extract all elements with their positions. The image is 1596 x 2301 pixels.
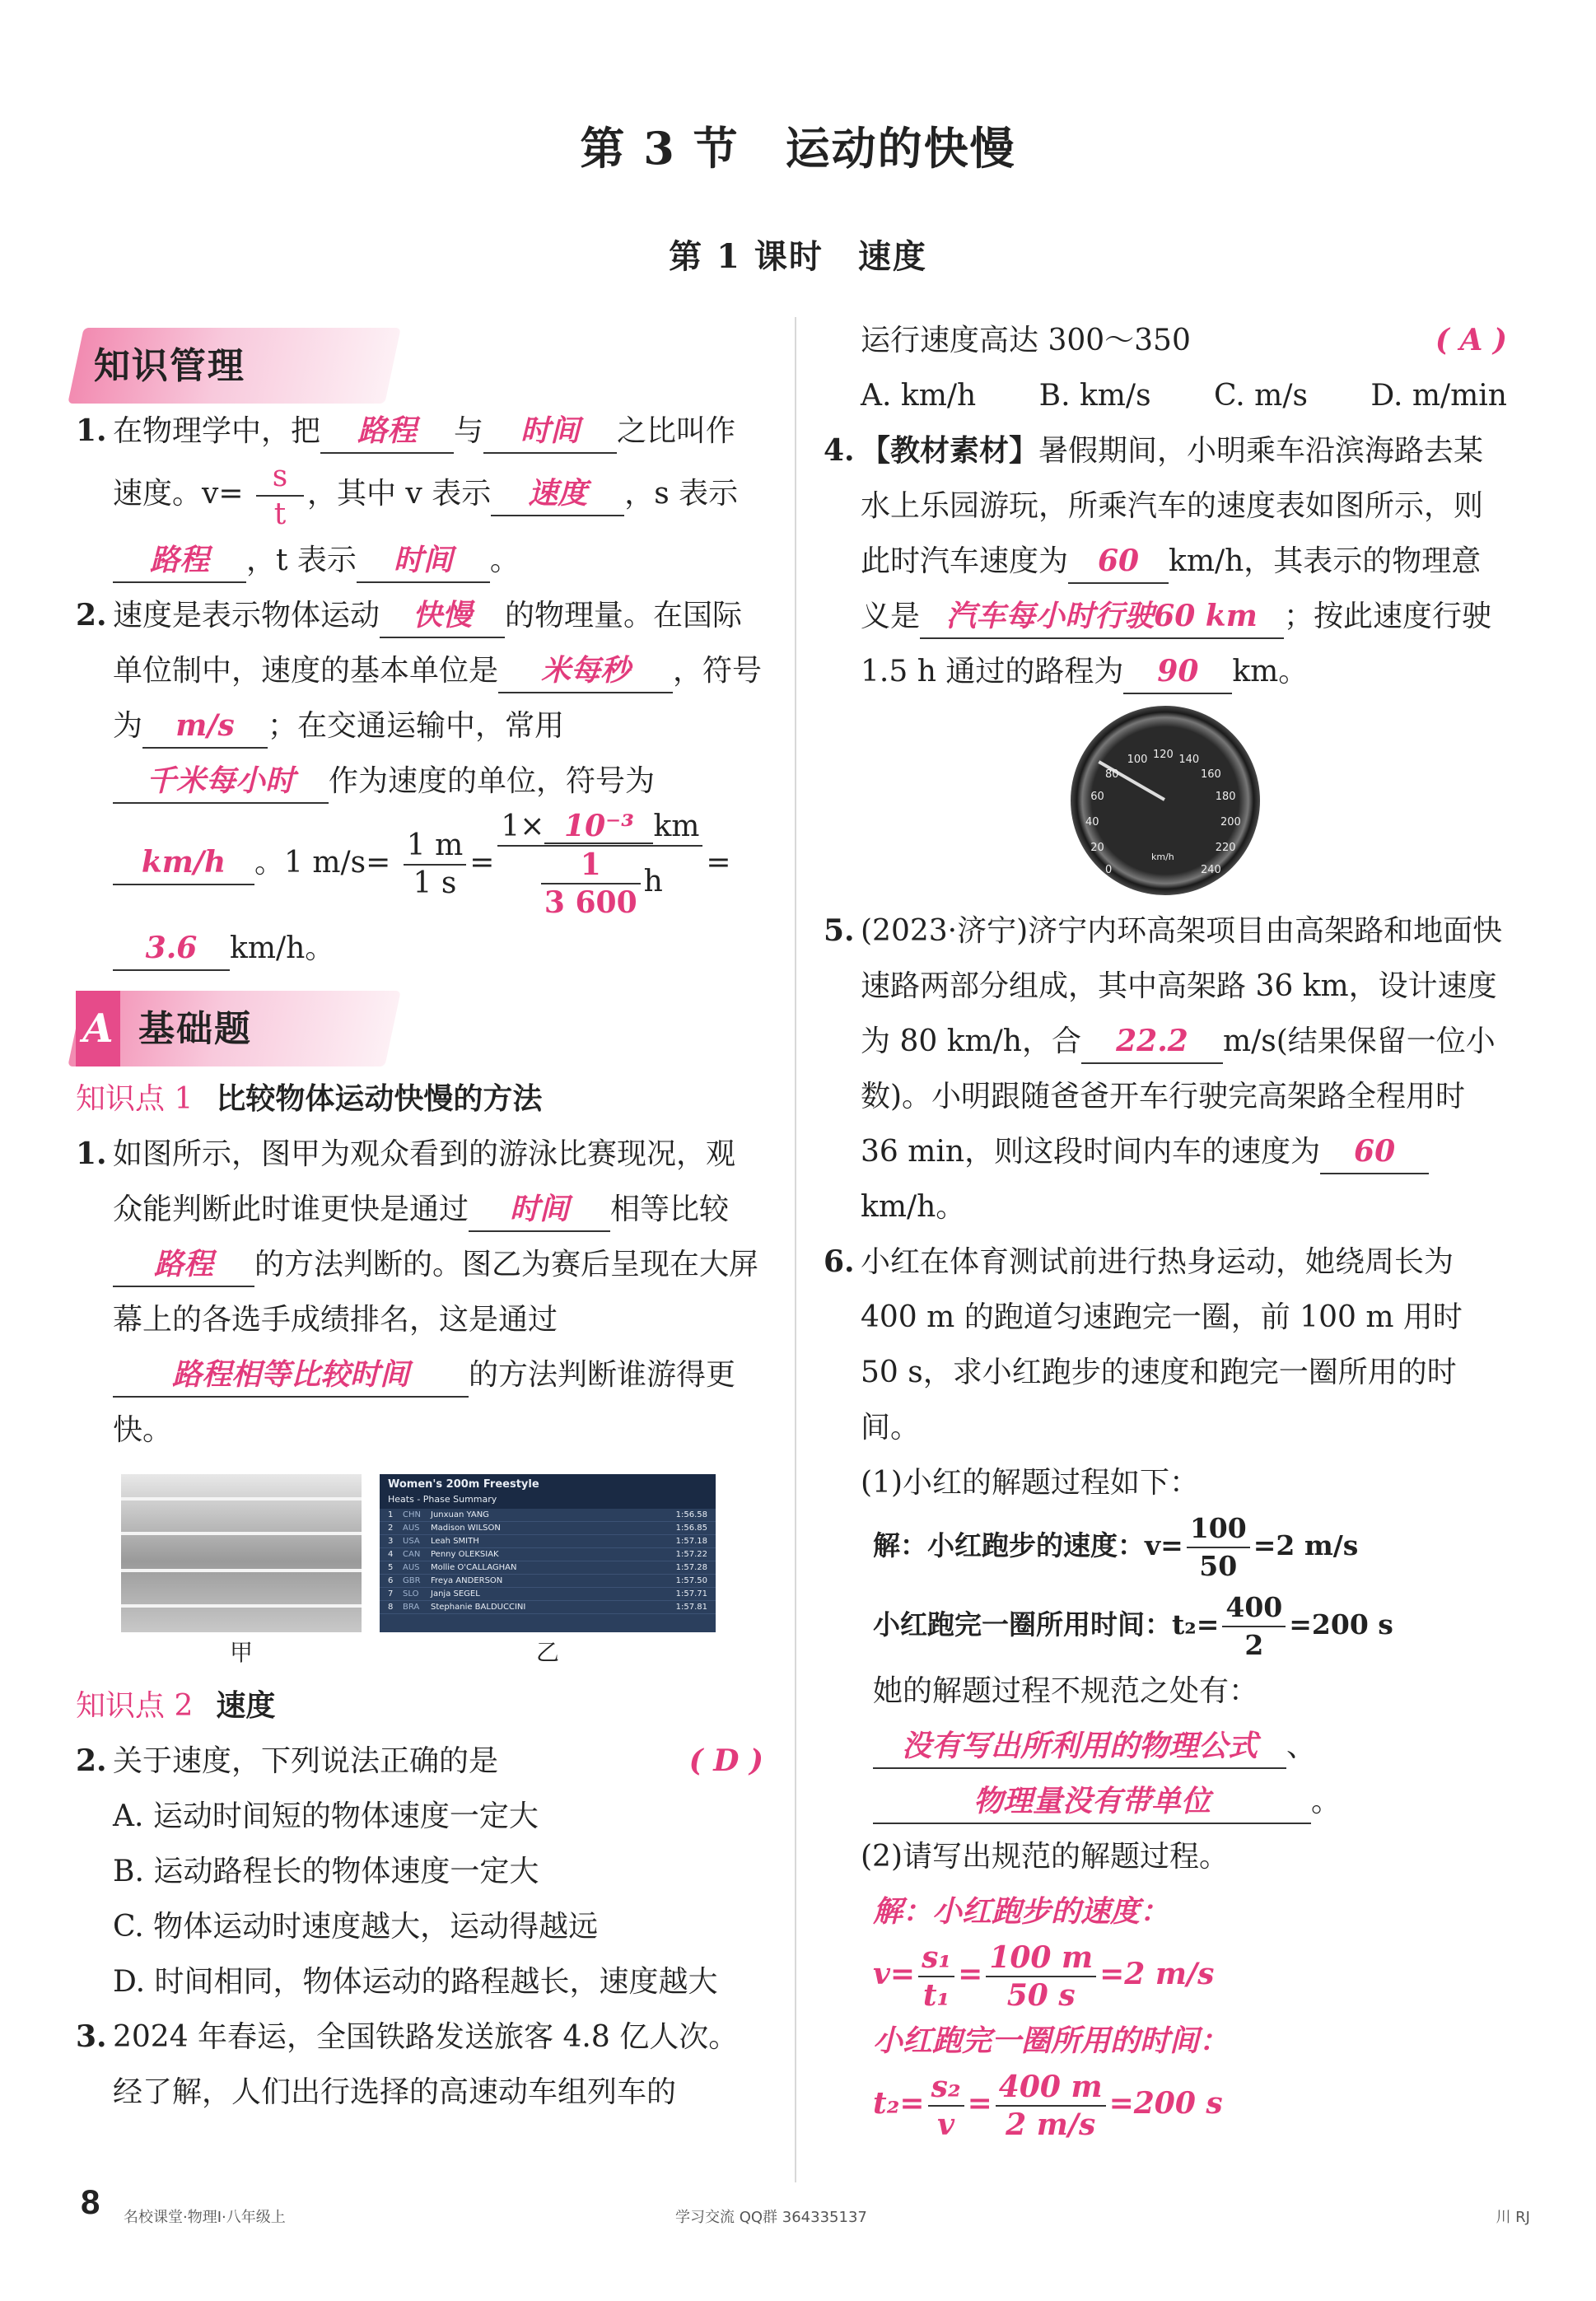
scoreboard-row: 7 SLO Janja SEGEL 1:57.71	[380, 1588, 716, 1601]
options-row: A. km/h B. km/s C. m/s D. m/min	[861, 379, 1507, 413]
knowledge-point-2: 知识点 2 速度	[76, 1688, 276, 1723]
question-a4: 4. 【教材素材】暑假期间，小明乘车沿滨海路去某水上乐园游玩，所乘汽车的速度表如图所示，则此时汽车速度为 60 km/h，其表示的物理意义是 汽车每小时行驶60 km ；按此速度行驶 1.5 h 通过的路程为 90 km。	[824, 423, 1507, 699]
student-solution-1: 解：小红跑步的速度：v= $\frac{100}{50}$ =2 m/s	[873, 1512, 1359, 1582]
scoreboard-row: 2 AUS Madison WILSON 1:56.85	[380, 1522, 716, 1535]
scoreboard-row: 3 USA Leah SMITH 1:57.18	[380, 1535, 716, 1548]
page-title: 第 3 节 运动的快慢	[580, 122, 1016, 175]
error-analysis: 她的解题过程不规范之处有：没有写出所利用的物理公式 、物理量没有带单位 。	[824, 1664, 1507, 1829]
answer-blank: 时间	[357, 539, 490, 583]
lesson-title: 第 1 课时 速度	[669, 237, 927, 276]
student-solution-2: 小红跑完一圈所用时间：t₂= $\frac{400}{2}$ =200 s	[873, 1591, 1393, 1661]
answer-blank: 速度	[491, 472, 624, 516]
fraction: $\frac{1 m}{1 s}$	[404, 828, 466, 902]
answer-blank: km/h	[113, 841, 254, 885]
book-name: 名校课堂·物理Ⅰ·八年级上	[124, 2209, 286, 2226]
scoreboard-row: 4 CAN Penny OLEKSIAK 1:57.22	[380, 1548, 716, 1561]
scoreboard-row: 8 BRA Stephanie BALDUCCINI 1:57.81	[380, 1601, 716, 1614]
answer-blank: 22.2	[1081, 1020, 1223, 1064]
speedometer-tick: 200	[1220, 816, 1241, 828]
question-a3-cont: 运行速度高达 300～350 ( A )	[824, 313, 1507, 368]
speedometer-image	[1071, 706, 1260, 895]
answer-blank: 时间	[469, 1188, 610, 1232]
choice-answer: ( D )	[688, 1743, 763, 1778]
scoreboard-row: 6 GBR Freya ANDERSON 1:57.50	[380, 1575, 716, 1588]
answer-blank: 汽车每小时行驶60 km	[920, 595, 1284, 639]
speedometer-tick: 160	[1200, 768, 1221, 782]
question-k2: 2. 速度是表示物体运动 快慢 的物理量。在国际单位制中，速度的基本单位是 米每秒 ，符号为 m/s ；在交通运输中，常用千米每小时 作为速度的单位，符号为 km/h 。1 m/s= $\frac{1 m}{1 s}$ = 1× 10⁻³ km $\frac{1}{3 600}$ h = 3.6 km/h。	[76, 588, 763, 976]
column-divider	[795, 317, 796, 2182]
fraction: $\frac{s}{t}$	[256, 459, 304, 533]
answer-blank: 路程	[320, 409, 454, 454]
knowledge-point-1: 知识点 1 比较物体运动快慢的方法	[76, 1081, 543, 1116]
answer-blank: 路程相等比较时间	[113, 1353, 469, 1398]
page-number: 8	[81, 2182, 100, 2221]
answer-blank: 路程	[113, 1243, 254, 1287]
page-footer	[0, 2182, 1596, 2232]
answer-blank: 60	[1320, 1130, 1429, 1174]
answer-blank: 60	[1068, 539, 1169, 584]
answer-blank: 3.6	[113, 926, 230, 971]
banner-text: 知识管理	[94, 344, 245, 387]
solution-formula-1: v= $\frac{\text{s₁}}{\text{t₁}}$ = $\frac{100 m}{50 s}$ =2 m/s	[873, 1940, 1215, 2013]
figure-row	[121, 1474, 763, 1673]
swimming-pool-image	[121, 1474, 362, 1632]
speedometer-tick: 240	[1200, 863, 1221, 876]
question-a3: 3. 2024 年春运，全国铁路发送旅客 4.8 亿人次。经了解，人们出行选择的高速动车组列车的	[76, 2019, 739, 2109]
banner-mark: A	[76, 991, 120, 1066]
question-a1: 1. 如图所示，图甲为观众看到的游泳比赛现况，观众能判断此时谁更快是通过 时间 相等比较路程 的方法判断的。图乙为赛后呈现在大屏幕上的各选手成绩排名，这是通过路程相等比较时间 的方法判断谁游得更快。	[76, 1136, 759, 1447]
answer-blank: 快慢	[380, 594, 505, 638]
right-column: 运行速度高达 300～350 ( A ) A. km/h B. km/s C. m/s D. m/min 4. 【教材素材】暑假期间，小明乘车沿滨海路去某水上乐园游玩，所乘汽车的速度表如图所示，则此时汽车速度为 60 km/h，其表示的物理意义是 汽车每小时行驶60 km ；按此速度行驶 1.5 h 通过的路程为 90 km。 km/h 0 20 40 60 80 100 120 140 160 180 200 220 240 5. (2023·济宁)济宁内环高架项目由高架路和地面快速路两部分组成，其中高架路 36 km，设计速度为 80 km/h，合 22.2 m/s(结果保留一位小数)。小明跟随爸爸开车行驶完高架路全程用时 36 min，则这段时间内车的速度为 60km/h。 6. 小红在体育测试前进行热身运动，她绕周长为 400 m 的跑道匀速跑完一圈，前 100 m 用时 50 s，求小红跑步的速度和跑完一圈所用的时间。 (1)小红的解题过程如下： 解：小红跑步的速度：v= $\frac{100}{50}$ =2 m/s 小红跑完一圈所用时间：t₂= $\frac{400}{2}$ =200 s 她的解题过程不规范之处有：没有写出所利用的物理公式 、物理量没有带单位 。 (2)请写出规范的解题过程。 解：小红跑步的速度： v= $\frac{\text{s₁}}{\text{t₁}}$ = $\frac{100 m}{50 s}$ =2 m/s 小红跑完一圈所用的时间： t₂= $\frac{\text{s₂}}{v}$ = $\frac{400 m}{2 m/s}$ =200 s	[824, 313, 1507, 2143]
speedometer-tick: 140	[1178, 754, 1200, 767]
question-a5: 5. (2023·济宁)济宁内环高架项目由高架路和地面快速路两部分组成，其中高架路 36 km，设计速度为 80 km/h，合 22.2 m/s(结果保留一位小数)。小明跟随爸爸开车行驶完高架路全程用时 36 min，则这段时间内车的速度为 60km/h。	[824, 913, 1503, 1224]
fraction: 1× 10⁻³ km $\frac{1}{3 600}$ h	[497, 809, 702, 921]
figure-yi: Women's 200m Freestyle Heats - Phase Summary 1 CHN Junxuan YANG 1:56.58 2 AUS Madison WILSON 1:56.85 3 USA Leah SMITH 1:57.18 4 CAN Penny OLEKSIAK 1:57.22 5 AUS Mollie O'CALLAGHAN 1:57.28 6 GBR Freya ANDERSON 1:57.50 7 SLO Janja SEGEL 1:57.71 8 BRA Stephanie BALDUCCINI 1:57.81 乙	[380, 1474, 716, 1673]
basic-banner: A 基础题	[68, 991, 401, 1066]
solution-line: 小红跑完一圈所用的时间：	[873, 2023, 1230, 2058]
scoreboard-image: Women's 200m Freestyle Heats - Phase Summary 1 CHN Junxuan YANG 1:56.58 2 AUS Madison WILSON 1:56.85 3 USA Leah SMITH 1:57.18 4 CAN Penny OLEKSIAK 1:57.22 5 AUS Mollie O'CALLAGHAN 1:57.28 6 GBR Freya ANDERSON 1:57.50 7 SLO Janja SEGEL 1:57.71 8 BRA Stephanie BALDUCCINI 1:57.81	[380, 1474, 716, 1632]
solution-line: 解：小红跑步的速度：	[873, 1894, 1170, 1929]
answer-blank: 时间	[483, 409, 617, 454]
answer-blank: 90	[1123, 650, 1232, 694]
answer-blank: 路程	[113, 539, 246, 583]
knowledge-banner	[68, 328, 401, 404]
option: C. 物体运动时速度越大，运动得越远	[113, 1910, 599, 1944]
speedometer-tick: 0	[1105, 863, 1113, 876]
speedometer-unit: km/h	[1151, 852, 1174, 862]
speedometer-tick: 20	[1090, 842, 1104, 855]
speedometer-tick: 180	[1215, 790, 1236, 803]
question-a6: 6. 小红在体育测试前进行热身运动，她绕周长为 400 m 的跑道匀速跑完一圈，前 100 m 用时 50 s，求小红跑步的速度和跑完一圈所用的时间。	[824, 1244, 1463, 1445]
left-column	[76, 313, 763, 2120]
question-a2: 2. 关于速度，下列说法正确的是 ( D )	[76, 1734, 763, 1789]
figure-jia: 甲	[121, 1474, 362, 1673]
solution-formula-2: t₂= $\frac{\text{s₂}}{v}$ = $\frac{400 m}{2 m/s}$ =200 s	[873, 2070, 1223, 2142]
speedometer-tick: 80	[1105, 768, 1119, 782]
qq-group: 学习交流 QQ群 364335137	[675, 2209, 867, 2226]
option: B. 运动路程长的物体速度一定大	[113, 1855, 539, 1888]
option: A. 运动时间短的物体速度一定大	[113, 1799, 539, 1833]
speedometer-tick: 100	[1127, 754, 1148, 767]
speedometer-tick: 40	[1085, 816, 1099, 828]
scoreboard-row: 1 CHN Junxuan YANG 1:56.58	[380, 1509, 716, 1522]
edition-tag: 川 RJ	[1496, 2209, 1530, 2226]
choice-answer: ( A )	[1435, 323, 1507, 357]
scoreboard-row: 5 AUS Mollie O'CALLAGHAN 1:57.28	[380, 1561, 716, 1575]
speedometer-tick: 60	[1090, 790, 1104, 803]
option: D. 时间相同，物体运动的路程越长，速度越大	[113, 1965, 718, 1999]
answer-blank: 没有写出所利用的物理公式	[873, 1725, 1286, 1769]
answer-blank: 千米每小时	[113, 759, 329, 804]
speedometer-tick: 120	[1153, 749, 1174, 761]
speedometer-tick: 220	[1215, 842, 1236, 855]
question-k1: 1. 在物理学中，把 路程 与 时间 之比叫作速度。v= $\frac{s}{t}$ ，其中 v 表示 速度 ，s 表示 路程 ，t 表示 时间 。	[76, 404, 763, 588]
answer-blank: m/s	[142, 704, 268, 749]
answer-blank: 物理量没有带单位	[873, 1780, 1311, 1824]
answer-blank: 米每秒	[498, 649, 673, 693]
